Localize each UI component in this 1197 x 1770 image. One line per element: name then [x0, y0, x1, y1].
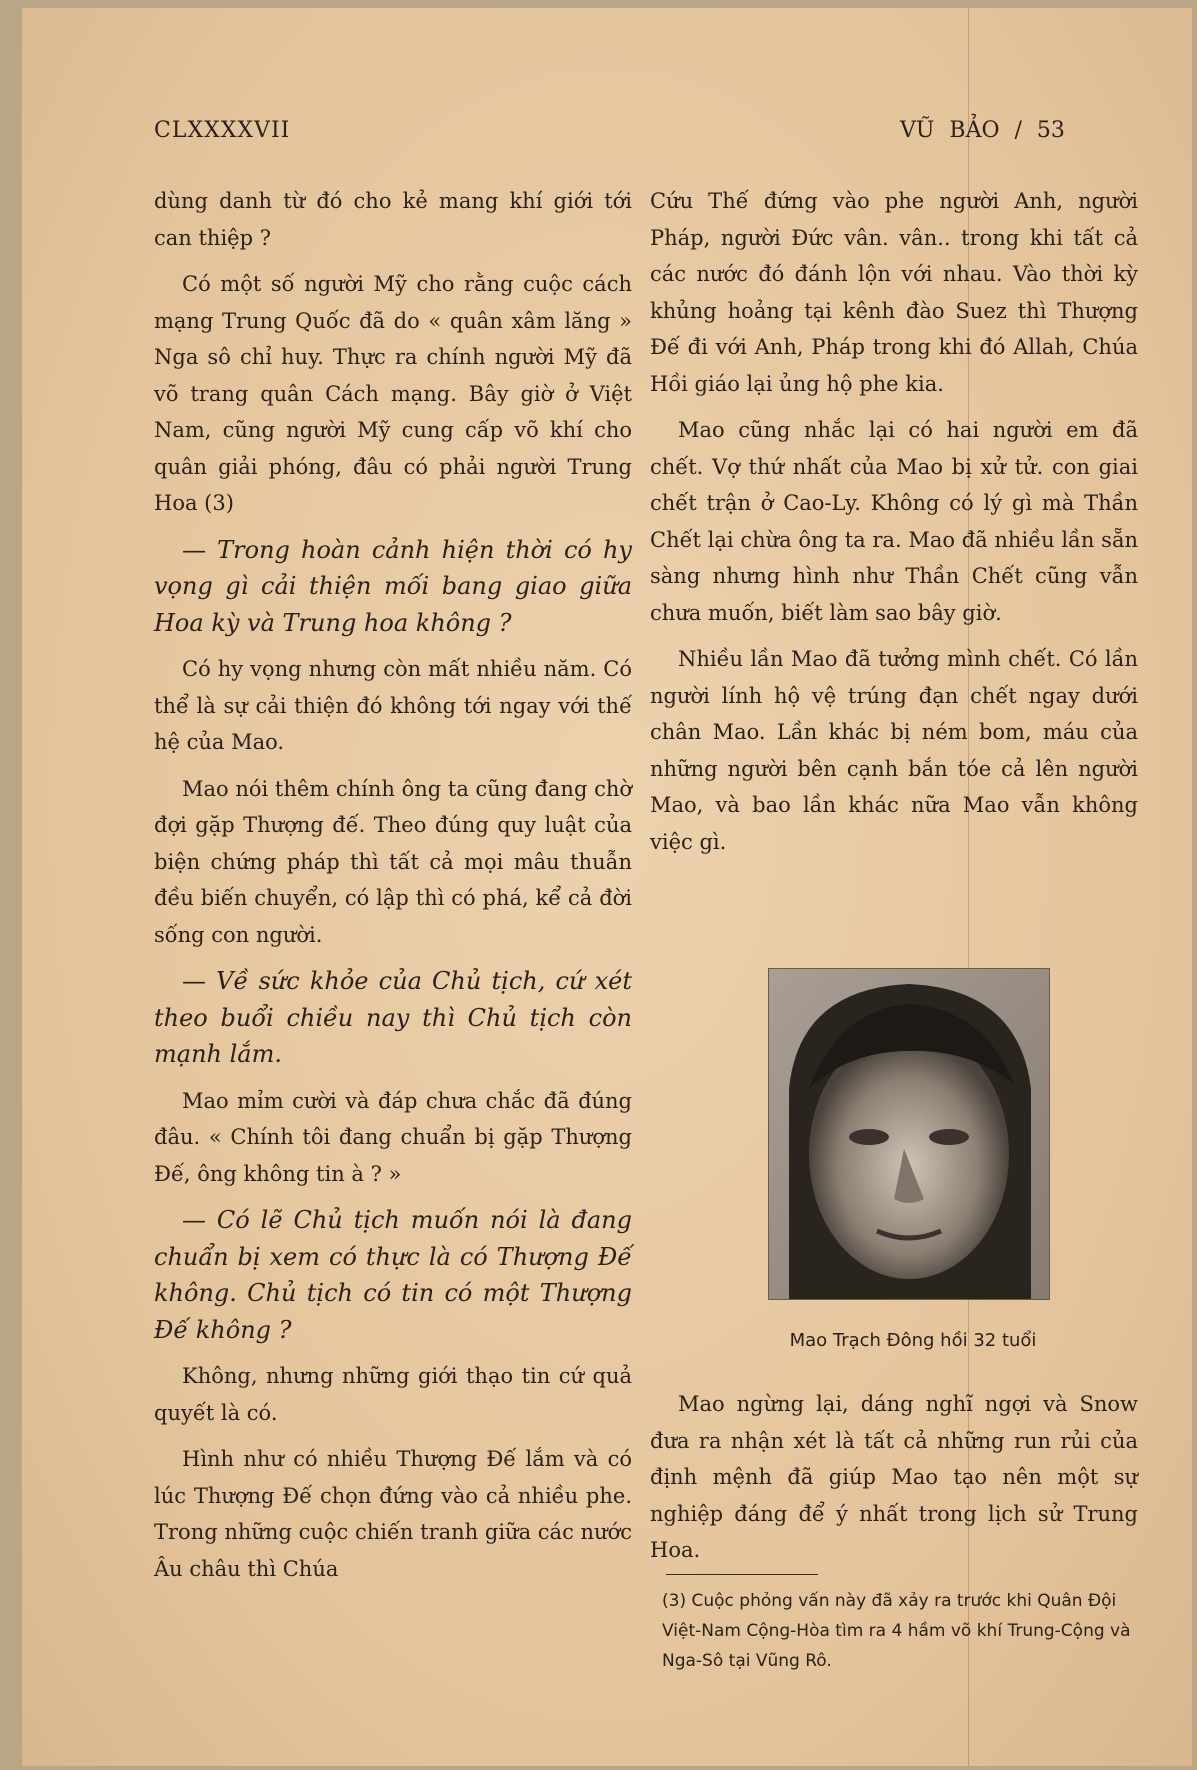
paragraph: dùng danh từ đó cho kẻ mang khí giới tới can thiệp ? [154, 189, 632, 250]
paragraph: Hình như có nhiều Thượng Đế lắm và có lúc Thượng Đế chọn đứng vào cả nhiều phe. Trong những cuộc chiến tranh giữa các nước Âu châu thì Chúa [154, 1447, 632, 1581]
book-page [22, 8, 1192, 1766]
portrait-image [769, 969, 1049, 1299]
paragraph: Nhiều lần Mao đã tưởng mình chết. Có lần người lính hộ vệ trúng đạn chết ngay dưới chân Mao. Lần khác bị ném bom, máu của những người bên cạnh bắn tóe cả lên người Mao, và bao lần khác nữa Mao vẫn không việc gì. [650, 647, 1138, 854]
right-column-continued [650, 1386, 1138, 1569]
chapter-number: CLXXXXVII [154, 118, 291, 143]
paragraph: Có một số người Mỹ cho rằng cuộc cách mạng Trung Quốc đã do « quân xâm lăng » Nga sô chỉ huy. Thực ra chính người Mỹ đã võ trang quân Cách mạng. Bây giờ ở Việt Nam, cũng người Mỹ cung cấp võ khí cho quân giải phóng, đâu có phải người Trung Hoa (3) [154, 272, 632, 515]
paragraph: Mao mỉm cười và đáp chưa chắc đã đúng đâu. « Chính tôi đang chuẩn bị gặp Thượng Đế, ông không tin à ? » [154, 1088, 632, 1186]
photo-caption: Mao Trạch Đông hồi 32 tuổi [789, 1330, 1037, 1351]
portrait-photo [768, 968, 1050, 1300]
paragraph: Mao nói thêm chính ông ta cũng đang chờ đợi gặp Thượng đế. Theo đúng quy luật của biện chứng pháp thì tất cả mọi mâu thuẫn đều biến chuyển, có lập thì có phá, kể cả đời sống con người. [154, 776, 632, 947]
paragraph: Mao cũng nhắc lại có hai người em đã chết. Vợ thứ nhất của Mao bị xử tử. con giai chết trận ở Cao-Ly. Không có lý gì mà Thần Chết lại chừa ông ta ra. Mao đã nhiều lần sẵn sàng nhưng hình như Thần Chết cũng vẫn chưa muốn, biết làm sao bây giờ. [650, 418, 1138, 625]
paragraph: Mao ngừng lại, dáng nghĩ ngợi và Snow đưa ra nhận xét là tất cả những run rủi của định mệnh đã giúp Mao tạo nên một sự nghiệp đáng để ý nhất trong lịch sử Trung Hoa. [650, 1392, 1138, 1562]
question-paragraph: — Có lẽ Chủ tịch muốn nói là đang chuẩn bị xem có thực là có Thượng Đế không. Chủ tịch có tin có một Thượng Đế không ? [154, 1206, 632, 1344]
running-head-page-number: VŨ BẢO / 53 [900, 118, 1065, 143]
paragraph: Có hy vọng nhưng còn mất nhiều năm. Có thể là sự cải thiện đó không tới ngay với thế hệ của Mao. [154, 657, 632, 754]
paragraph: Không, nhưng những giới thạo tin cứ quả quyết là có. [154, 1364, 632, 1425]
question-paragraph: — Về sức khỏe của Chủ tịch, cứ xét theo buổi chiều nay thì Chủ tịch còn mạnh lắm. [154, 967, 632, 1068]
question-paragraph: — Trong hoàn cảnh hiện thời có hy vọng gì cải thiện mối bang giao giữa Hoa kỳ và Trung hoa không ? [154, 535, 632, 637]
footnote: (3) Cuộc phỏng vấn này đã xảy ra trước khi Quân Đội Việt-Nam Cộng-Hòa tìm ra 4 hầm võ khí Trung-Cộng và Nga-Sô tại Vũng Rô. [662, 1591, 1131, 1671]
right-column [650, 183, 1138, 860]
left-column [154, 183, 632, 1587]
footnote-rule [666, 1574, 818, 1575]
paragraph: Cứu Thế đứng vào phe người Anh, người Pháp, người Đức vân. vân.. trong khi tất cả các nước đó đánh lộn với nhau. Vào thời kỳ khủng hoảng tại kênh đào Suez thì Thượng Đế đi với Anh, Pháp trong khi đó Allah, Chúa Hồi giáo lại ủng hộ phe kia. [650, 189, 1138, 396]
